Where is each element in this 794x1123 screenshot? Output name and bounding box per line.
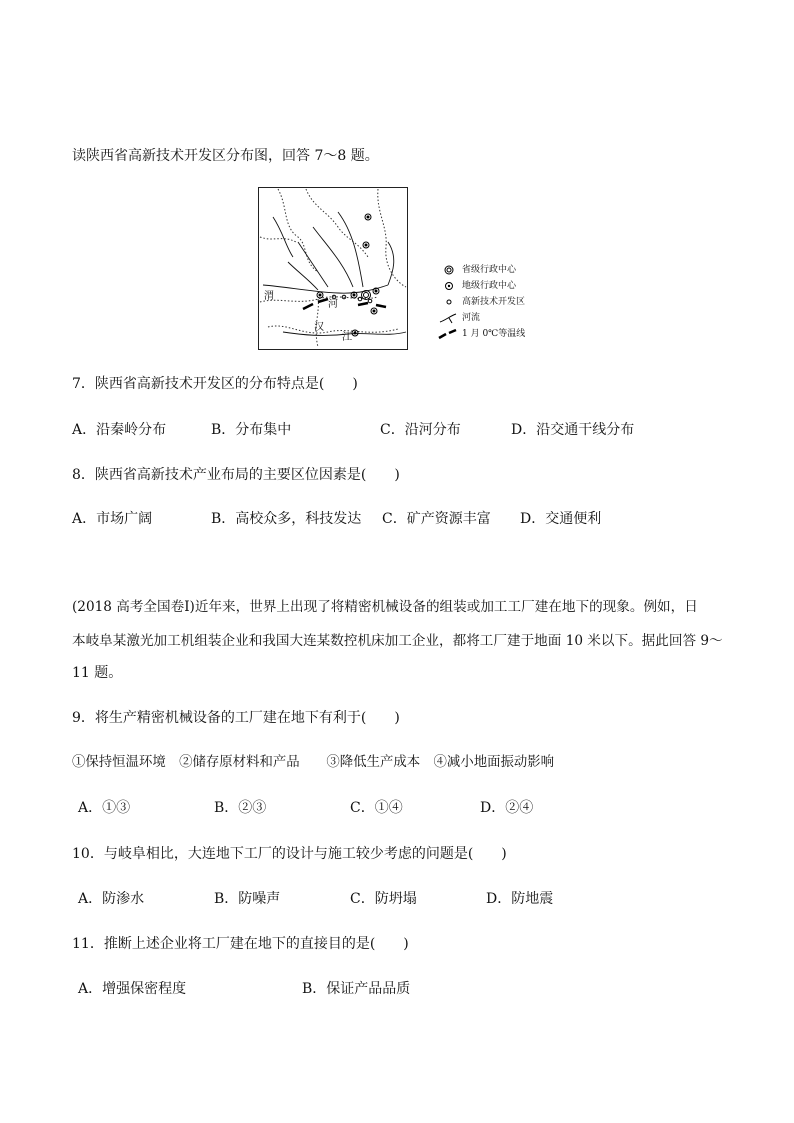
- isotherm-icon: [436, 328, 462, 340]
- map-label-wei: 渭: [264, 291, 274, 302]
- intro-text-9-11-line2: 本岐阜某激光加工机组装企业和我国大连某数控机床加工企业，都将工厂建于地面 10 米以下。据此回答 9～: [72, 633, 723, 649]
- q7-option-c: C．沿河分布: [380, 422, 461, 438]
- map-label-han: 汉: [314, 322, 324, 333]
- map-drawing: [258, 187, 408, 350]
- q10-option-a: A．防渗水: [78, 891, 145, 907]
- q8-option-d: D．交通便利: [520, 511, 602, 527]
- q10-option-b: B．防噪声: [214, 891, 281, 907]
- q8-option-b: B．高校众多，科技发达: [211, 511, 362, 527]
- q7-option-d: D．沿交通干线分布: [511, 422, 635, 438]
- q9-option-b: B．②③: [214, 800, 267, 816]
- legend-item: [436, 326, 525, 342]
- q7-option-b: B．分布集中: [211, 422, 292, 438]
- map-label-jiang: 江: [342, 332, 352, 343]
- q8-option-c: C．矿产资源丰富: [382, 511, 491, 527]
- legend-label: 1 月 0℃等温线: [462, 329, 526, 339]
- small-circle-icon: [436, 297, 462, 307]
- legend-label: 省级行政中心: [462, 265, 517, 275]
- legend-label: 河流: [462, 313, 481, 323]
- intro-text-7-8: 读陕西省高新技术开发区分布图，回答 7～8 题。: [72, 148, 379, 164]
- question-11-stem: 11．推断上述企业将工厂建在地下的直接目的是( ): [72, 936, 409, 952]
- q10-option-c: C．防坍塌: [350, 891, 417, 907]
- intro-text-9-11-line3: 11 题。: [72, 665, 123, 681]
- intro-text-9-11-line1: (2018 高考全国卷Ⅰ)近年来，世界上出现了将精密机械设备的组装或加工工厂建在地下的现象。例如，日: [72, 599, 698, 615]
- q11-option-a: A．增强保密程度: [78, 981, 187, 997]
- q9-option-d: D．②④: [480, 800, 534, 816]
- q9-option-c: C．①④: [350, 800, 403, 816]
- legend-label: 高新技术开发区: [462, 297, 526, 307]
- double-circle-icon: [436, 265, 462, 275]
- q11-option-b: B．保证产品品质: [302, 981, 411, 997]
- legend-item: [436, 310, 525, 326]
- legend-item: [436, 294, 525, 310]
- river-icon: [436, 312, 462, 324]
- legend-item: [436, 262, 525, 278]
- q9-choices: ①保持恒温环境 ②储存原材料和产品 ③降低生产成本 ④减小地面振动影响: [72, 755, 555, 770]
- question-8-stem: 8．陕西省高新技术产业布局的主要区位因素是( ): [72, 467, 400, 483]
- question-10-stem: 10．与岐阜相比，大连地下工厂的设计与施工较少考虑的问题是( ): [72, 846, 507, 862]
- question-9-stem: 9．将生产精密机械设备的工厂建在地下有利于( ): [72, 710, 400, 726]
- map-label-he: 河: [328, 299, 338, 310]
- q10-option-d: D．防地震: [486, 891, 554, 907]
- dot-circle-icon: [436, 281, 462, 291]
- q7-option-a: A．沿秦岭分布: [72, 422, 167, 438]
- legend-item: [436, 278, 525, 294]
- legend-label: 地级行政中心: [462, 281, 517, 291]
- q8-option-a: A．市场广阔: [72, 511, 153, 527]
- q9-option-a: A．①③: [78, 800, 131, 816]
- shaanxi-map: [258, 187, 408, 350]
- question-7-stem: 7．陕西省高新技术开发区的分布特点是( ): [72, 376, 358, 392]
- map-legend: [436, 262, 525, 342]
